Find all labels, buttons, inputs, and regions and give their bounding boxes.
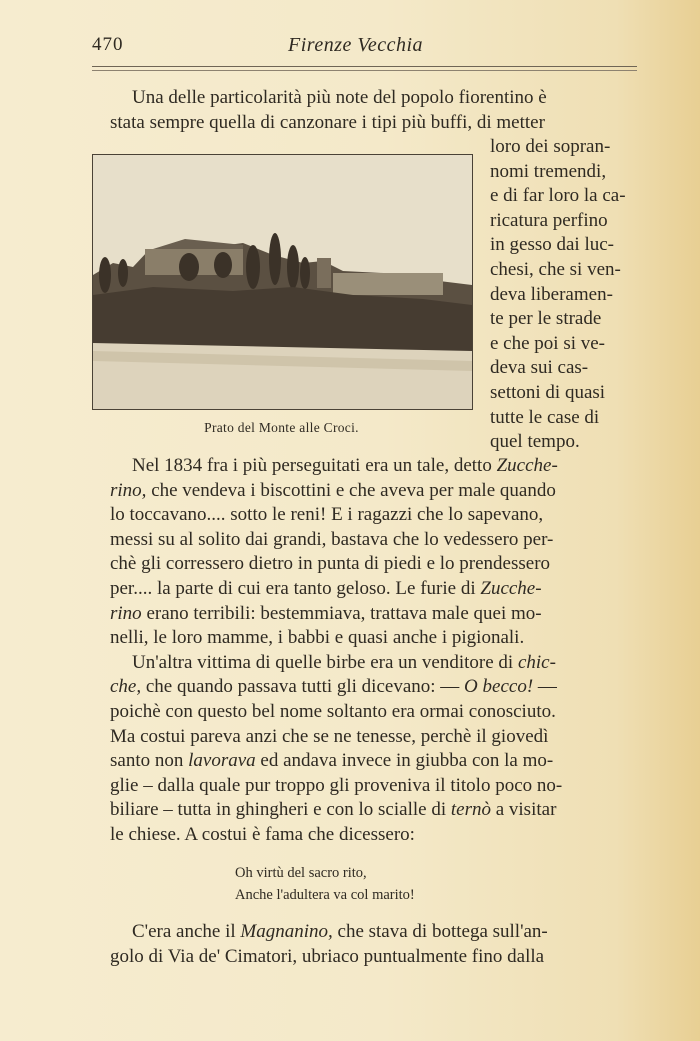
text-run: per.... la parte di cui era tanto geloso. Le furie di — [110, 577, 481, 599]
text-line: poichè con questo bel nome soltanto era ormai conosciuto. — [110, 700, 556, 722]
italic-run: O becco! — [464, 676, 534, 698]
text-line: Ma costui pareva anzi che se ne tenesse, perchè il giovedì — [110, 725, 549, 747]
running-title: Firenze Vecchia — [288, 34, 424, 56]
text-run: Nel 1834 fra i più perseguitati era un tale, detto — [132, 455, 497, 476]
text-line: ricatura perfino — [490, 209, 608, 231]
text-line: deva liberamen- — [490, 283, 613, 305]
italic-run: che, — [110, 676, 142, 698]
text-line: tutte le case di — [490, 406, 600, 428]
text-run: C'era anche il — [132, 921, 241, 942]
verse-line: Oh virtù del sacro rito, — [235, 865, 367, 881]
text-line: golo di Via de' Cimatori, ubriaco puntualmente fino dalla — [110, 945, 545, 967]
text-run: Un'altra vittima di quelle birbe era un venditore di — [132, 651, 518, 673]
text-line: nomi tremendi, — [490, 160, 607, 182]
main-paragraphs — [110, 454, 637, 848]
text-run: che vendeva i biscottini e che aveva per male quando — [146, 479, 556, 501]
text-line: chesi, che si ven- — [490, 258, 621, 280]
header-rule-secondary — [92, 70, 637, 71]
italic-run: Zucche- — [480, 577, 542, 599]
italic-run: Zucche- — [496, 455, 558, 476]
text-line: Una delle particolarità più note del popolo fiorentino è — [132, 87, 547, 108]
text-line: deva sui cas- — [490, 357, 589, 379]
text-line: le chiese. A costui è fama che dicessero: — [110, 823, 415, 845]
text-line — [110, 577, 637, 602]
closing-paragraph — [110, 920, 637, 969]
opening-paragraph — [110, 86, 637, 135]
italic-run: rino — [110, 602, 142, 624]
text-line — [110, 651, 637, 676]
page-number: 470 — [92, 34, 124, 55]
text-line: te per le strade — [490, 308, 602, 330]
text-line — [110, 798, 637, 823]
verse-quote — [235, 862, 415, 906]
text-line — [110, 749, 637, 774]
page-header — [92, 34, 637, 64]
text-line: messi su al solito dai grandi, bastava che lo vedessero per- — [110, 528, 554, 550]
text-run: che stava di bottega sull'an- — [332, 921, 548, 942]
text-line — [110, 479, 637, 504]
verse-line: Anche l'adultera va col marito! — [235, 887, 415, 903]
italic-run: rino, — [110, 479, 147, 501]
italic-run: lavorava — [188, 750, 256, 772]
text-line: in gesso dai luc- — [490, 234, 615, 256]
text-line — [110, 920, 637, 945]
photo-illustration — [92, 154, 473, 410]
text-line: e che poi si ve- — [490, 332, 606, 354]
text-line — [110, 602, 637, 627]
text-run: a visitar — [490, 799, 557, 821]
text-run: santo non — [110, 750, 189, 772]
italic-run: ternò — [450, 799, 491, 821]
text-line: stata sempre quella di canzonare i tipi più buffi, di metter — [110, 111, 545, 133]
text-line: nelli, le loro mamme, i babbi e quasi anche i pigionali. — [110, 627, 525, 649]
text-line: glie – dalla quale pur troppo gli proveniva il titolo poco no- — [110, 774, 563, 796]
text-line — [110, 675, 637, 700]
text-line — [110, 454, 637, 479]
text-line: chè gli corressero dietro in punta di piedi e lo prendessero — [110, 553, 551, 575]
text-line: quel tempo. — [490, 431, 580, 453]
text-line: e di far loro la ca- — [490, 185, 626, 207]
text-line: lo toccavano.... sotto le reni! E i ragazzi che lo sapevano, — [110, 504, 544, 526]
text-run: che quando passava tutti gli dicevano: — — [141, 676, 465, 698]
wrapped-text-column — [490, 135, 637, 455]
header-rule — [92, 66, 637, 67]
figure-caption: Prato del Monte alle Croci. — [204, 420, 359, 435]
text-line: loro dei sopran- — [490, 136, 611, 157]
italic-run: chic- — [517, 651, 556, 673]
text-line: settoni di quasi — [490, 381, 606, 403]
text-run: erano terribili: bestemmiava, trattava male quei mo- — [141, 602, 542, 624]
text-run: ed andava invece in giubba con la mo- — [255, 750, 554, 772]
italic-run: Magnanino, — [240, 921, 333, 942]
text-run: — — [533, 676, 557, 698]
text-run: biliare – tutta in ghingheri e con lo scialle di — [110, 799, 451, 821]
landscape-photo — [93, 155, 472, 409]
